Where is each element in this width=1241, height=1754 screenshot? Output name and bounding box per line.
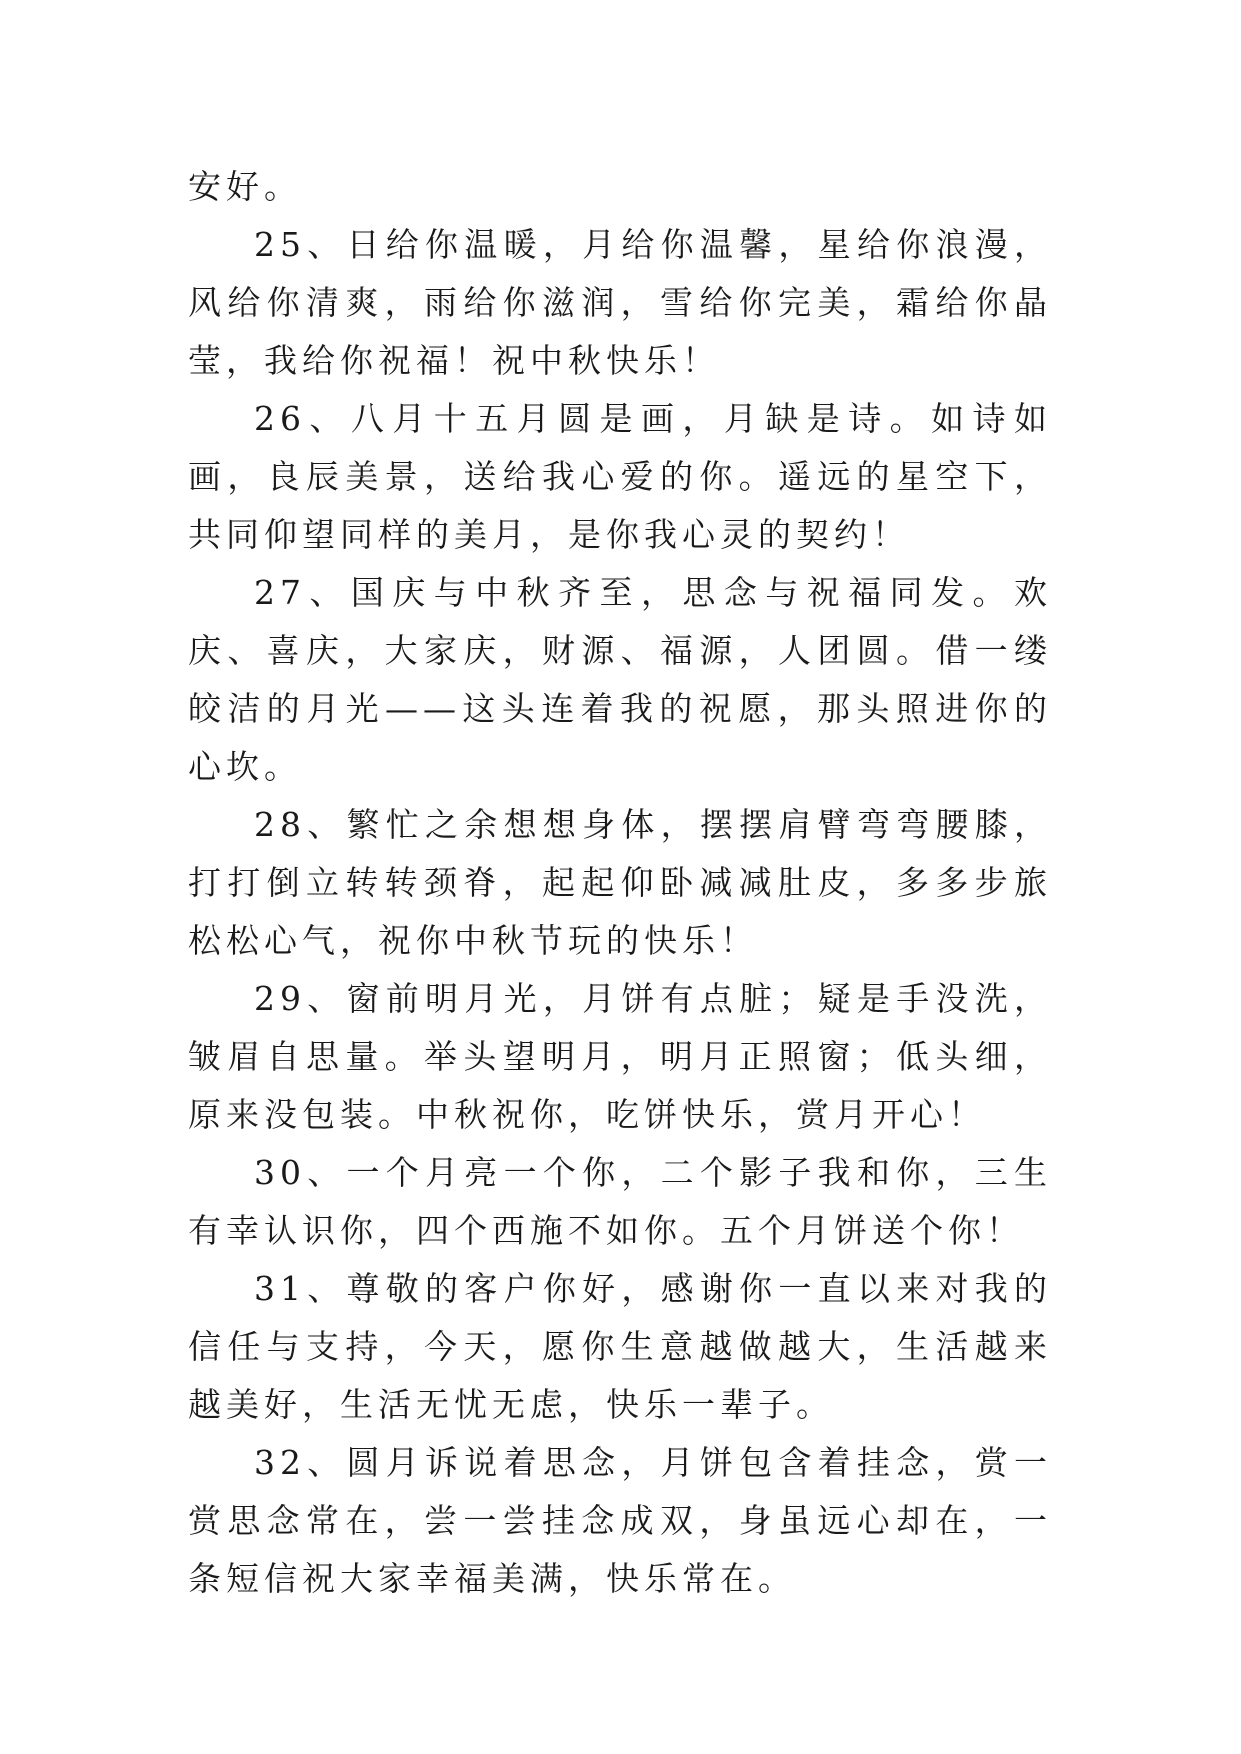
paragraph-25: 25、日给你温暖，月给你温馨，星给你浪漫，风给你清爽，雨给你滋润，雪给你完美，霜给你晶莹，我给你祝福！祝中秋快乐！: [188, 225, 1052, 380]
paragraph-29: 29、窗前明月光，月饼有点脏；疑是手没洗，皱眉自思量。举头望明月，明月正照窗；低头细，原来没包装。中秋祝你，吃饼快乐，赏月开心！: [188, 979, 1052, 1134]
paragraph-27: 27、国庆与中秋齐至，思念与祝福同发。欢庆、喜庆，大家庆，财源、福源，人团圆。借一缕皎洁的月光——这头连着我的祝愿，那头照进你的心坎。: [188, 573, 1052, 786]
paragraph-31: 31、尊敬的客户你好，感谢你一直以来对我的信任与支持，今天，愿你生意越做越大，生活越来越美好，生活无忧无虑，快乐一辈子。: [188, 1269, 1052, 1424]
paragraph-30: 30、一个月亮一个你，二个影子我和你，三生有幸认识你，四个西施不如你。五个月饼送个你！: [188, 1153, 1052, 1250]
paragraph-26: 26、八月十五月圆是画，月缺是诗。如诗如画，良辰美景，送给我心爱的你。遥远的星空下，共同仰望同样的美月，是你我心灵的契约！: [188, 399, 1052, 554]
lead-fragment: 安好。: [188, 167, 302, 206]
document-body: [188, 158, 1052, 1608]
paragraph-28: 28、繁忙之余想想身体，摆摆肩臂弯弯腰膝，打打倒立转转颈脊，起起仰卧减减肚皮，多多步旅松松心气，祝你中秋节玩的快乐！: [188, 805, 1052, 960]
paragraph-32: 32、圆月诉说着思念，月饼包含着挂念，赏一赏思念常在，尝一尝挂念成双，身虽远心却在，一条短信祝大家幸福美满，快乐常在。: [188, 1443, 1052, 1598]
